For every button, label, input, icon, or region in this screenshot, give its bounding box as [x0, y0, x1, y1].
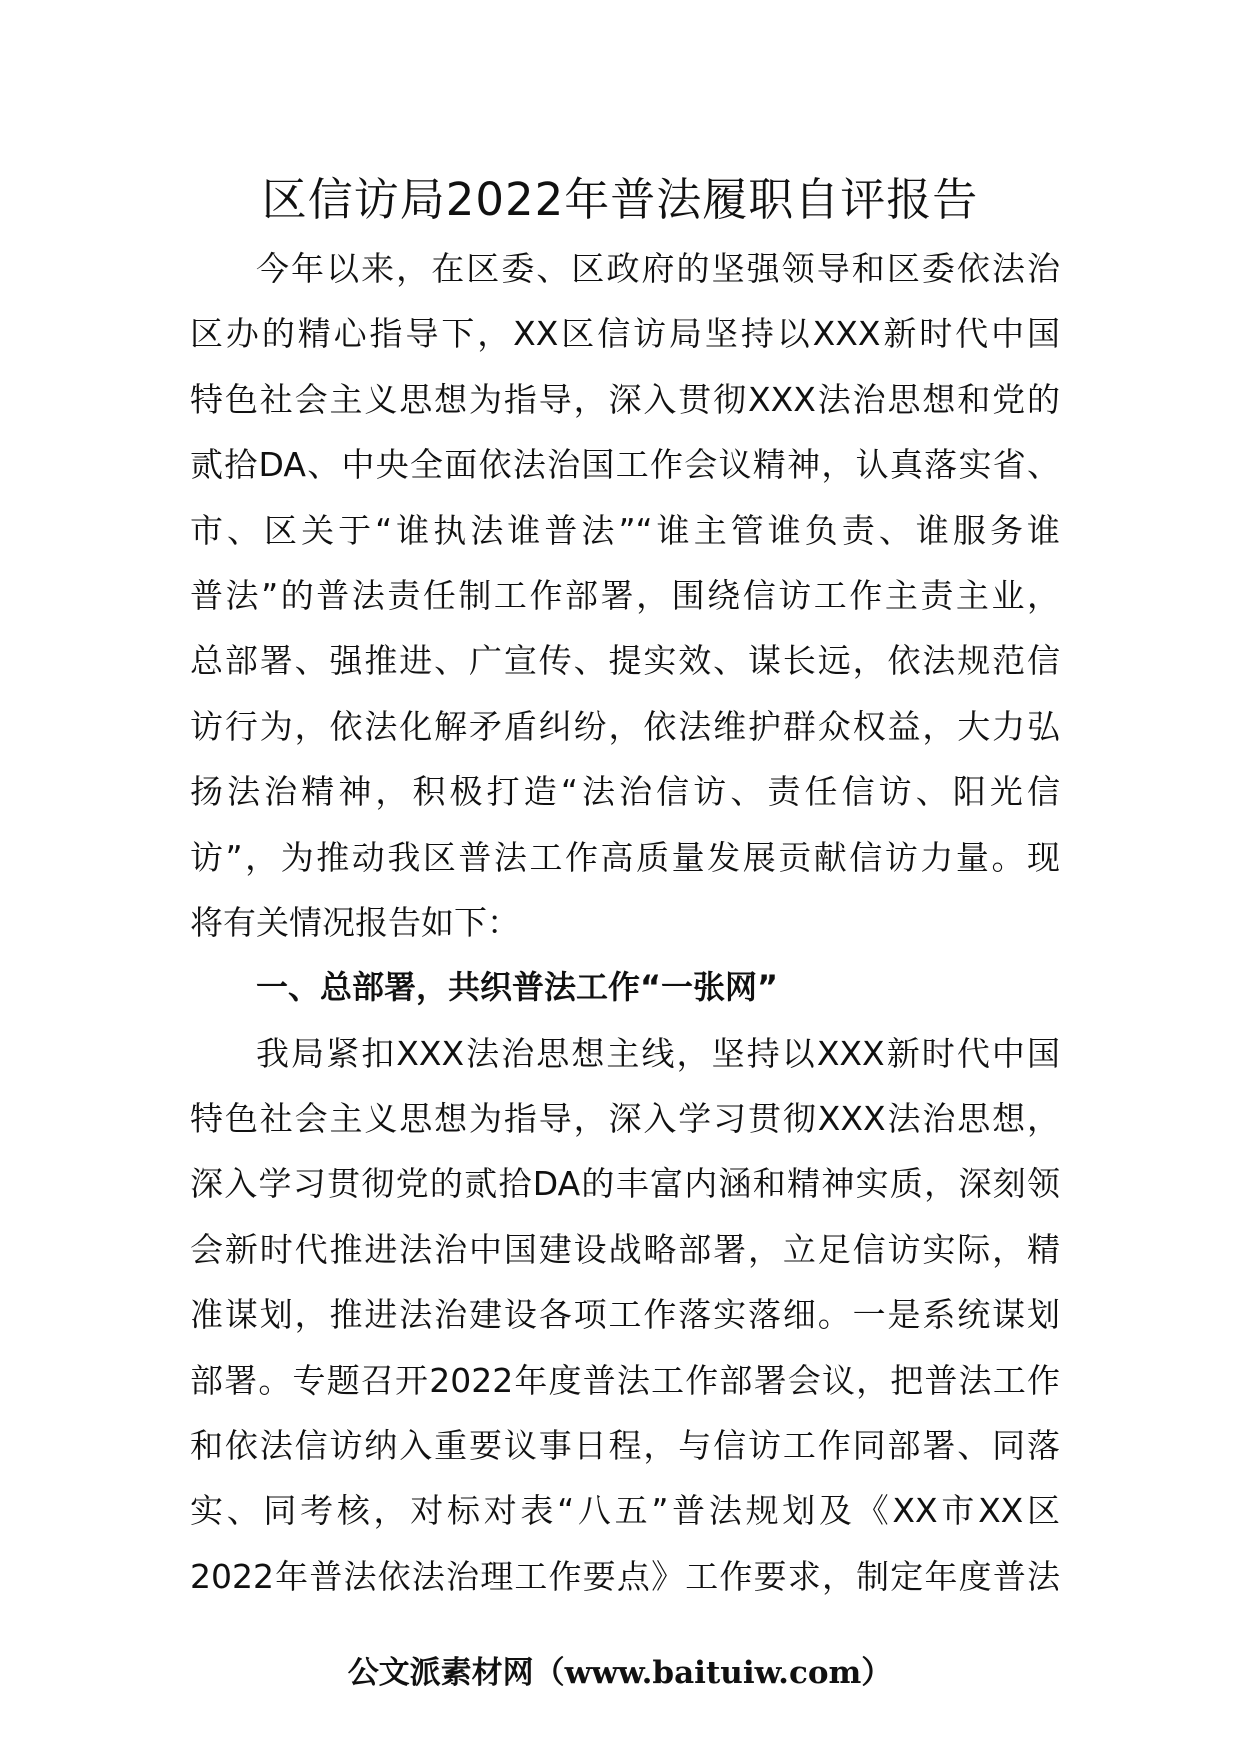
paragraph-line: 和依法信访纳入重要议事日程，与信访工作同部署、同落	[190, 1426, 1060, 1466]
document-body	[190, 236, 1060, 1609]
paragraph-line: 区办的精心指导下，XX区信访局坚持以XXX新时代中国	[190, 314, 1060, 354]
paragraph-line: 扬法治精神，积极打造“法治信访、责任信访、阳光信	[190, 772, 1060, 812]
paragraph-line: 访”，为推动我区普法工作高质量发展贡献信访力量。现	[190, 837, 1060, 877]
section-heading: 一、总部署，共织普法工作“一张网”	[256, 968, 779, 1007]
paragraph-line: 会新时代推进法治中国建设战略部署，立足信访实际，精	[190, 1229, 1060, 1269]
paragraph-line: 2022年普法依法治理工作要点》工作要求，制定年度普法	[190, 1556, 1060, 1596]
paragraph-line: 准谋划，推进法治建设各项工作落实落细。一是系统谋划	[190, 1295, 1060, 1335]
document-footer: 公文派素材网（www.baituiw.com）	[347, 1655, 893, 1691]
paragraph-line: 深入学习贯彻党的贰拾DA的丰富内涵和精神实质，深刻领	[190, 1164, 1060, 1204]
paragraph-line: 将有关情况报告如下：	[190, 902, 520, 942]
paragraph-line: 普法”的普法责任制工作部署，围绕信访工作主责主业，	[190, 575, 1060, 615]
paragraph-line: 特色社会主义思想为指导，深入贯彻XXX法治思想和党的	[190, 379, 1060, 419]
paragraph-line: 部署。专题召开2022年度普法工作部署会议，把普法工作	[190, 1360, 1060, 1400]
paragraph-line: 特色社会主义思想为指导，深入学习贯彻XXX法治思想，	[190, 1099, 1060, 1139]
paragraph-line: 总部署、强推进、广宣传、提实效、谋长远，依法规范信	[190, 641, 1060, 681]
paragraph-line: 实、同考核，对标对表“八五”普法规划及《XX市XX区	[190, 1491, 1060, 1531]
paragraph-line: 访行为，依法化解矛盾纠纷，依法维护群众权益，大力弘	[190, 706, 1060, 746]
paragraph-line: 市、区关于“谁执法谁普法”“谁主管谁负责、谁服务谁	[190, 510, 1060, 550]
paragraph-line: 贰拾DA、中央全面依法治国工作会议精神，认真落实省、	[190, 445, 1060, 485]
paragraph-line: 我局紧扣XXX法治思想主线，坚持以XXX新时代中国	[256, 1033, 1060, 1073]
paragraph-line: 今年以来，在区委、区政府的坚强领导和区委依法治	[256, 249, 1060, 288]
document-title: 区信访局2022年普法履职自评报告	[261, 173, 979, 226]
